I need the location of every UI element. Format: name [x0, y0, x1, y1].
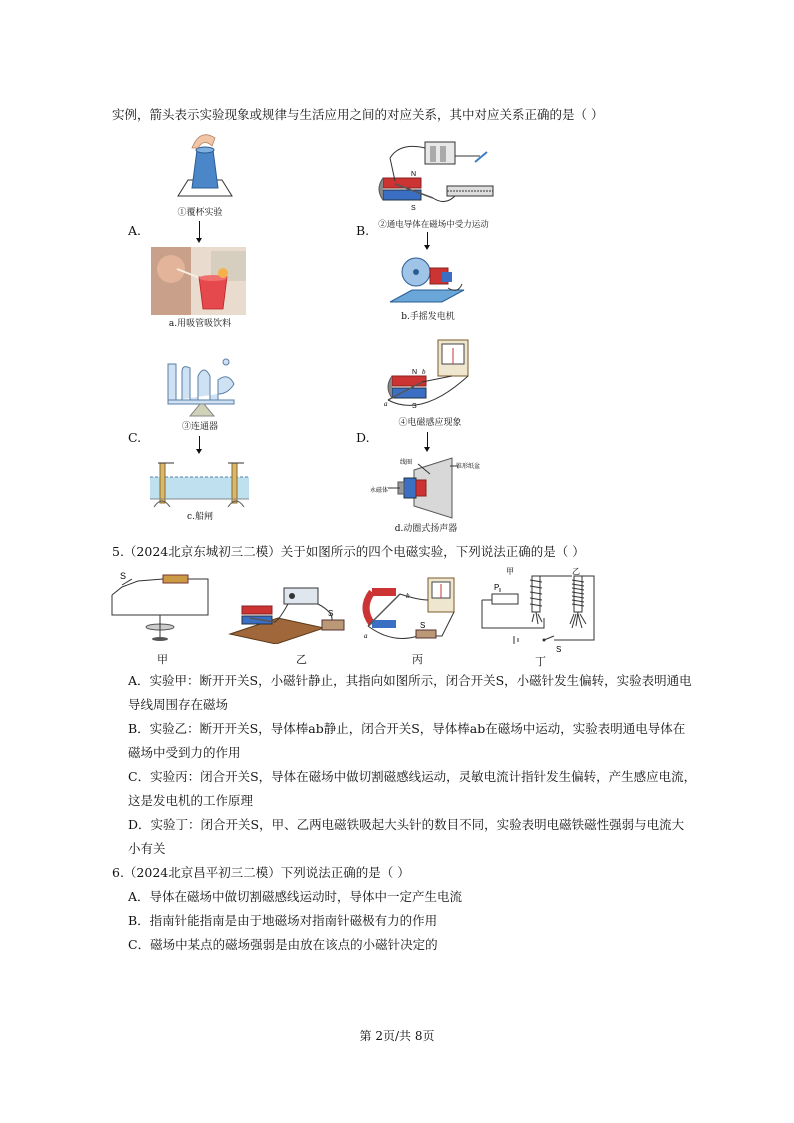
q5-experiment-bing [362, 576, 472, 646]
q4-c-arrow [199, 436, 200, 450]
q5-stem: 5.（2024北京东城初三二模）关于如图所示的四个电磁实验，下列说法正确的是（ ） [112, 544, 585, 559]
q6-option-b: B．指南针能指南是由于地磁场对指南针磁极有力的作用 [128, 913, 438, 928]
induction-a-label: a [384, 400, 388, 408]
ding-yi-label: 乙 [572, 567, 580, 576]
q4-b-bottom-caption: b.手摇发电机 [401, 312, 455, 322]
q4-a-arrow [199, 221, 200, 239]
induction-n-label: N [412, 369, 418, 376]
q5-label-yi: 乙 [296, 653, 307, 666]
speaker-coil-label: 线圈 [400, 459, 413, 466]
bing-a-label: a [364, 632, 368, 640]
q4-a-bottom-caption: a.用吸管吸饮料 [168, 319, 232, 329]
q5-experiment-yi [228, 582, 350, 644]
q6-stem: 6.（2024北京昌平初三二模）下列说法正确的是（ ） [112, 865, 410, 880]
connected-vessels-figure [160, 358, 242, 418]
cup-inversion-figure [170, 128, 240, 206]
q4-stem-tail: 实例，箭头表示实验现象或规律与生活应用之间的对应关系，其中对应关系正确的是（ ） [112, 107, 604, 122]
magnet-n-label: N [411, 171, 417, 178]
jia-switch-label: S [120, 571, 127, 581]
bing-switch-label: S [420, 621, 426, 630]
page-footer: 第 2页/共 8页 [359, 1029, 435, 1043]
motor-principle-figure [375, 136, 495, 218]
q5-option-c-line1: C．实验丙：闭合开关S，导体在磁场中做切割磁感线运动，灵敏电流计指针发生偏转，产生感应电流， [128, 769, 697, 784]
drinking-straw-photo [151, 247, 246, 315]
q4-a-top-caption: ①覆杯实验 [177, 208, 223, 218]
q4-option-c-letter: C. [128, 430, 142, 445]
q4-option-d-letter: D. [356, 430, 370, 445]
q4-d-bottom-caption: d.动圈式扬声器 [394, 524, 458, 534]
yi-switch-label: S [328, 609, 334, 618]
induction-s-label: S [412, 403, 417, 410]
q4-b-arrow [427, 232, 428, 246]
q5-option-a-line2: 导线周围存在磁场 [128, 697, 229, 712]
bing-b-label: b [406, 592, 410, 600]
q5-option-d-line2: 小有关 [128, 841, 166, 856]
q4-option-b-letter: B. [356, 223, 370, 238]
q6-option-a: A．导体在磁场中做切割磁感线运动时，导体中一定产生电流 [128, 889, 463, 904]
ding-switch-label: S [556, 645, 562, 654]
q5-option-b-line1: B．实验乙：断开开关S，导体棒ab静止，闭合开关S，导体棒ab在磁场中运动，实验表明通电导体在 [128, 721, 686, 736]
ship-lock-figure [148, 455, 251, 510]
q5-experiment-jia [108, 565, 214, 645]
q5-label-bing: 丙 [412, 653, 423, 666]
ding-jia-label: 甲 [506, 567, 514, 576]
q4-d-top-caption: ④电磁感应现象 [398, 418, 462, 428]
q4-c-top-caption: ③连通器 [181, 422, 218, 432]
q5-label-ding: 丁 [535, 655, 546, 668]
q4-d-arrow [427, 432, 428, 448]
induction-b-label: b [422, 368, 426, 376]
q4-c-bottom-caption: c.船闸 [187, 512, 213, 522]
q5-experiment-ding [478, 566, 598, 654]
q5-label-jia: 甲 [157, 653, 168, 666]
hand-generator-figure [386, 250, 468, 310]
q5-option-d-line1: D．实验丁：闭合开关S，甲、乙两电磁铁吸起大头针的数目不同，实验表明电磁铁磁性强弱与电流大 [128, 817, 685, 832]
q5-option-a-line1: A．实验甲：断开开关S，小磁针静止，其指向如图所示，闭合开关S，小磁针发生偏转，实验表明通电 [128, 673, 692, 688]
q5-option-c-line2: 这是发电机的工作原理 [128, 793, 254, 808]
q4-b-top-caption: ②通电导体在磁场中受力运动 [378, 220, 489, 230]
speaker-figure [370, 456, 482, 522]
speaker-magnet-label: 永磁体 [370, 487, 389, 494]
ding-p-label: P [494, 583, 500, 592]
q4-option-a-letter: A. [128, 223, 142, 238]
induction-figure [382, 338, 482, 418]
speaker-cone-label: 锥形纸盆 [456, 463, 481, 470]
q6-option-c: C．磁场中某点的磁场强弱是由放在该点的小磁针决定的 [128, 937, 438, 952]
magnet-s-label: S [411, 205, 416, 212]
q5-option-b-line2: 磁场中受到力的作用 [128, 745, 241, 760]
